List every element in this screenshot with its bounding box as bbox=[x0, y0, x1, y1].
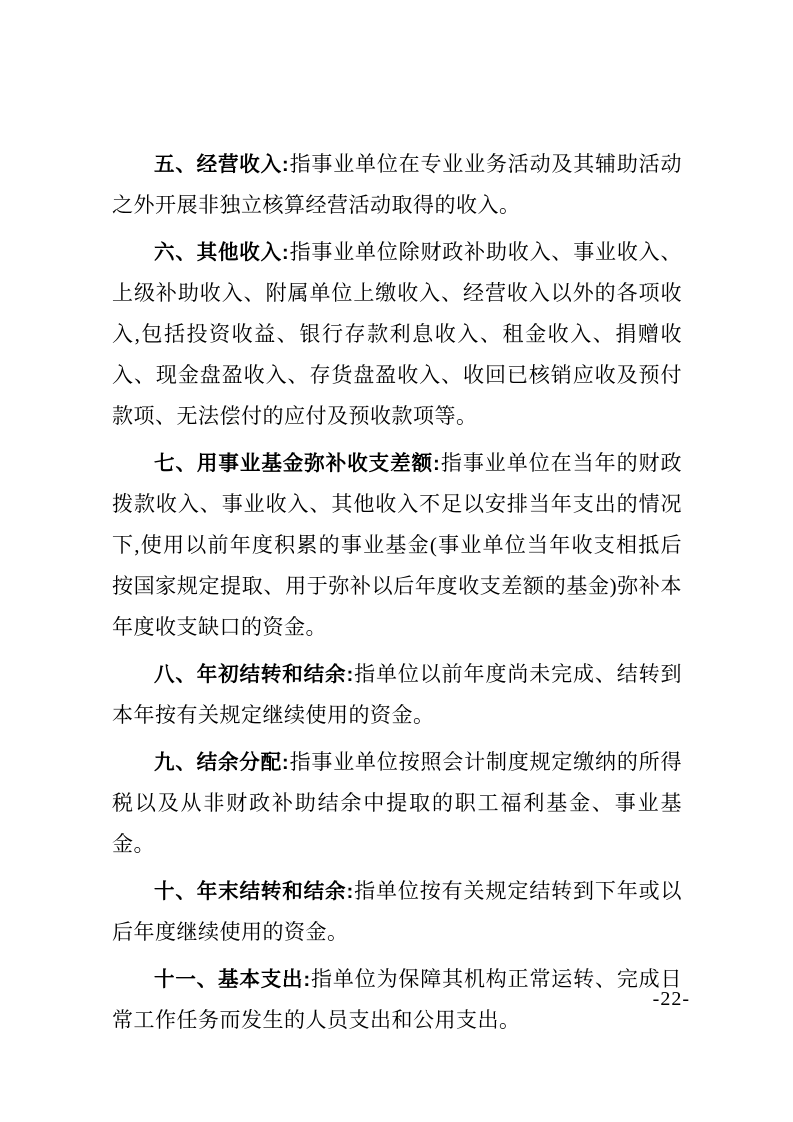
term-text: 六、其他收入: bbox=[154, 241, 290, 264]
document-body bbox=[112, 144, 682, 1041]
body-text: 指单位为保障其机构正常运转、完成日常工作任务而发生的人员支出和公用支出。 bbox=[112, 967, 683, 1032]
body-text: 指单位按有关规定结转到下年或以后年度继续使用的资金。 bbox=[112, 879, 682, 944]
paragraph bbox=[112, 654, 682, 736]
term-text: 九、结余分配: bbox=[154, 751, 290, 774]
paragraph bbox=[112, 232, 682, 437]
body-text: 指单位以前年度尚未完成、结转到本年按有关规定继续使用的资金。 bbox=[112, 662, 682, 727]
page-number: -22- bbox=[652, 988, 690, 1010]
body-text: 指事业单位在当年的财政拨款收入、事业收入、其他收入不足以安排当年支出的情况下,使用以前年度积累的事业基金(事业单位当年收支相抵后按国家规定提取、用于弥补以后年度收支差额的基金)弥补本年度收支缺口的资金。 bbox=[112, 451, 683, 639]
paragraph bbox=[112, 443, 682, 648]
term-text: 八、年初结转和结余: bbox=[154, 663, 354, 686]
term-text: 十一、基本支出: bbox=[154, 968, 311, 991]
term-text: 五、经营收入: bbox=[154, 153, 290, 176]
term-text: 十、年末结转和结余: bbox=[154, 880, 354, 903]
body-text: 指事业单位除财政补助收入、事业收入、上级补助收入、附属单位上缴收入、经营收入以外的各项收入,包括投资收益、银行存款利息收入、租金收入、捐赠收入、现金盘盈收入、存货盘盈收入、收回已核销应收及预付款项、无法偿付的应付及预收款项等。 bbox=[112, 240, 683, 428]
body-text: 指事业单位在专业业务活动及其辅助活动之外开展非独立核算经营活动取得的收入。 bbox=[112, 152, 683, 217]
term-text: 七、用事业基金弥补收支差额: bbox=[154, 452, 441, 475]
paragraph bbox=[112, 871, 682, 953]
paragraph bbox=[112, 742, 682, 865]
paragraph bbox=[112, 144, 682, 226]
body-text: 指事业单位按照会计制度规定缴纳的所得税以及从非财政补助结余中提取的职工福利基金、事业基金。 bbox=[112, 750, 683, 856]
paragraph bbox=[112, 959, 682, 1041]
